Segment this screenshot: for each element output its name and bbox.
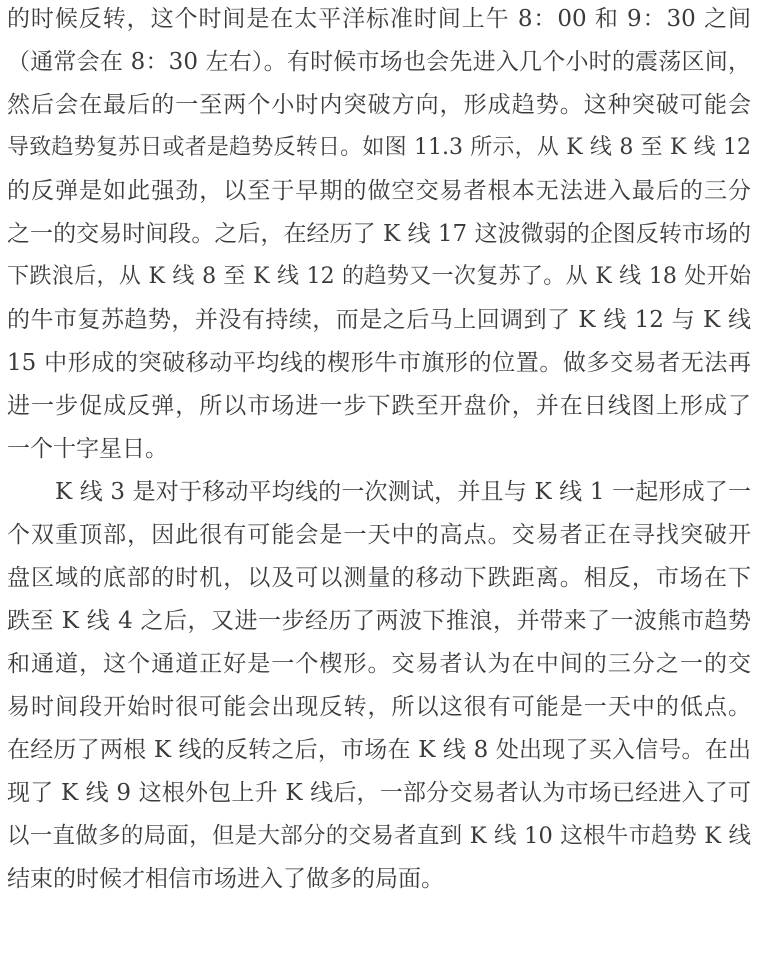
text-line: 进一步促成反弹，所以市场进一步下跌至开盘价，并在日线图上形成了 [7, 393, 751, 419]
text-line: 跌至 K 线 4 之后，又进一步经历了两波下推浪，并带来了一波熊市趋势 [7, 608, 751, 634]
text-line: 然后会在最后的一至两个小时内突破方向，形成趋势。这种突破可能会 [7, 92, 751, 118]
text-line: 在经历了两根 K 线的反转之后，市场在 K 线 8 处出现了买入信号。在出 [7, 737, 751, 763]
text-line: K 线 3 是对于移动平均线的一次测试，并且与 K 线 1 一起形成了一 [55, 479, 751, 505]
text-line: 的牛市复苏趋势，并没有持续，而是之后马上回调到了 K 线 12 与 K 线 [7, 307, 751, 333]
text-line: 一个十字星日。 [7, 436, 168, 462]
text-line: 易时间段开始时很可能会出现反转，所以这很有可能是一天中的低点。 [7, 694, 751, 720]
text-line: 的时候反转，这个时间是在太平洋标准时间上午 8：00 和 9：30 之间 [7, 6, 751, 32]
text-line: （通常会在 8：30 左右）。有时候市场也会先进入几个小时的震荡区间， [7, 49, 751, 75]
text-line: 盘区域的底部的时机，以及可以测量的移动下跌距离。相反，市场在下 [7, 565, 751, 591]
text-line: 个双重顶部，因此很有可能会是一天中的高点。交易者正在寻找突破开 [7, 522, 751, 548]
text-line: 结束的时候才相信市场进入了做多的局面。 [7, 866, 444, 892]
text-line: 和通道，这个通道正好是一个楔形。交易者认为在中间的三分之一的交 [7, 651, 751, 677]
text-line: 导致趋势复苏日或者是趋势反转日。如图 11.3 所示，从 K 线 8 至 K 线 12 [7, 135, 751, 160]
text-line: 之一的交易时间段。之后，在经历了 K 线 17 这波微弱的企图反转市场的 [7, 221, 751, 247]
text-line: 现了 K 线 9 这根外包上升 K 线后，一部分交易者认为市场已经进入了可 [7, 780, 751, 806]
text-line: 15 中形成的突破移动平均线的楔形牛市旗形的位置。做多交易者无法再 [7, 350, 751, 376]
text-line: 下跌浪后，从 K 线 8 至 K 线 12 的趋势又一次复苏了。从 K 线 18 处开始 [7, 264, 751, 289]
text-line: 以一直做多的局面，但是大部分的交易者直到 K 线 10 这根牛市趋势 K 线 [7, 823, 751, 849]
text-line: 的反弹是如此强劲，以至于早期的做空交易者根本无法进入最后的三分 [7, 178, 751, 204]
